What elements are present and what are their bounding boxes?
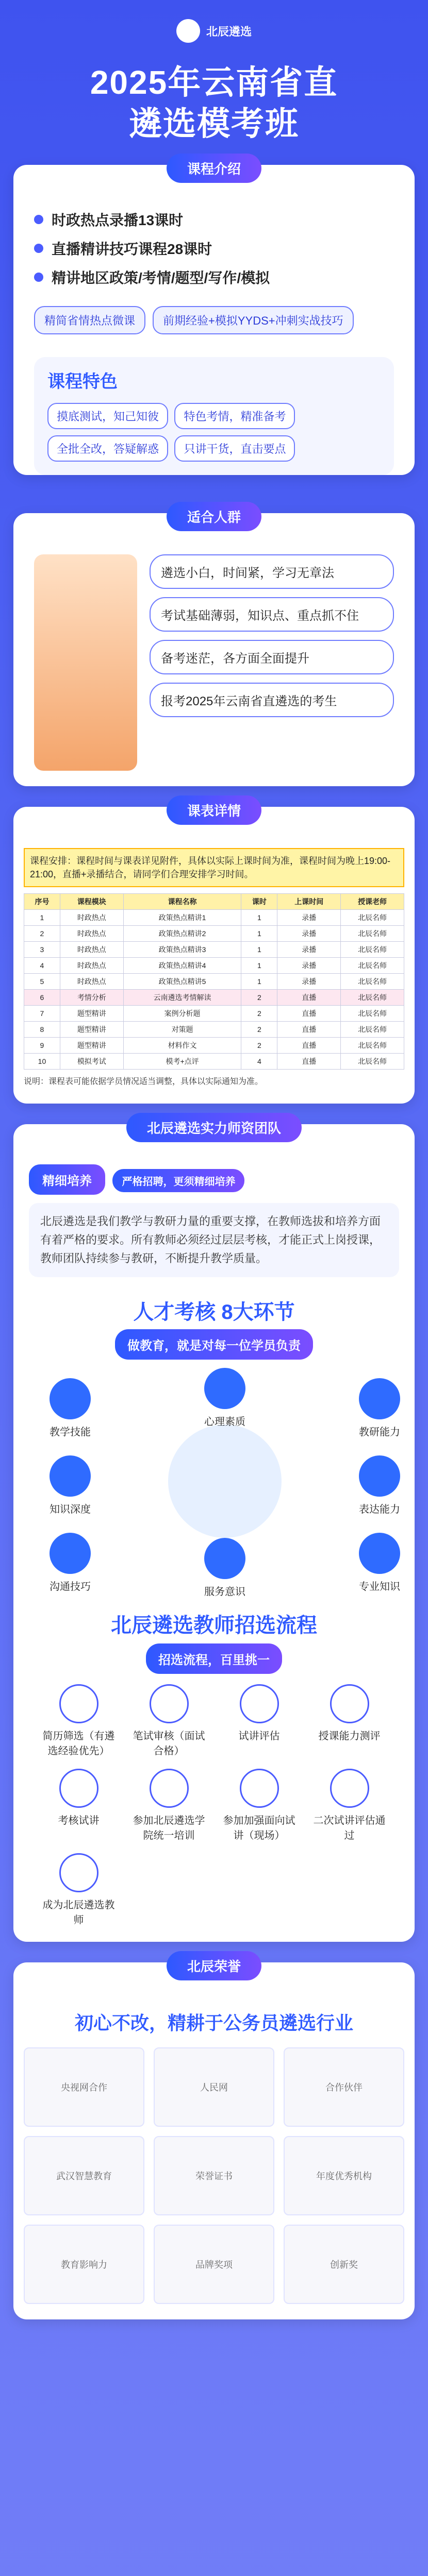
table-cell: 2 — [241, 1006, 277, 1022]
intro-pill: 课程介绍 — [167, 154, 261, 183]
table-row — [24, 990, 404, 1006]
table-cell: 6 — [24, 990, 60, 1006]
table-cell: 时政热点 — [60, 958, 123, 974]
teacher-illustration — [34, 554, 137, 771]
table-cell: 直播 — [277, 990, 341, 1006]
table-cell: 模考+点评 — [123, 1054, 241, 1070]
table-cell: 1 — [241, 958, 277, 974]
course-pill: 课表详情 — [167, 795, 261, 825]
teaching-icon — [50, 1378, 91, 1419]
table-cell: 材料作文 — [123, 1038, 241, 1054]
standard-item: 专业知识 — [349, 1533, 410, 1593]
table-cell: 时政热点 — [60, 910, 123, 926]
course-card — [13, 803, 415, 1104]
flow-step: 简历筛选（有遴选经验优先） — [39, 1684, 118, 1757]
table-header-row — [24, 894, 404, 910]
bullet-dot-icon — [34, 215, 43, 224]
table-cell: 2 — [241, 1038, 277, 1054]
teach-icon — [330, 1684, 369, 1723]
table-cell: 题型精讲 — [60, 1006, 123, 1022]
table-cell: 政策热点精讲5 — [123, 974, 241, 990]
honors-card — [13, 1959, 415, 2319]
table-header: 课程模块 — [60, 894, 123, 910]
logo-icon — [176, 19, 200, 43]
intro-chip: 前期经验+模拟YYDS+冲刺实战技巧 — [153, 306, 354, 334]
table-cell: 北辰名师 — [341, 1054, 404, 1070]
teachers-text: 北辰遴选是我们教学与教研力量的重要支撑，在教师选拔和培养方面有着严格的要求。所有教师必须经过层层考核，才能正式上岗授课，教师团队持续参与教研，不断提升教学质量。 — [29, 1203, 399, 1277]
evaluate-icon — [240, 1684, 279, 1723]
table-cell: 北辰名师 — [341, 1022, 404, 1038]
table-row — [24, 1054, 404, 1070]
teacher-badge-icon — [59, 1853, 98, 1892]
intro-chip: 精简省情热点微课 — [34, 306, 145, 334]
table-header: 序号 — [24, 894, 60, 910]
table-cell: 政策热点精讲1 — [123, 910, 241, 926]
table-row — [24, 942, 404, 958]
honors-pill: 北辰荣誉 — [167, 1951, 261, 1980]
feature-item: 只讲干货，直击要点 — [174, 435, 295, 462]
resume-icon — [59, 1684, 98, 1723]
honor-item: 合作伙伴 — [284, 2047, 404, 2127]
flow-step: 考核试讲 — [39, 1769, 118, 1842]
honor-item: 品牌奖项 — [154, 2225, 274, 2304]
table-cell: 北辰名师 — [341, 990, 404, 1006]
teachers-card — [13, 1121, 415, 1942]
course-body — [13, 807, 415, 1104]
audience-item: 报考2025年云南省直遴选的考生 — [150, 683, 394, 717]
standard-item: 心理素质 — [194, 1368, 256, 1428]
table-cell: 北辰名师 — [341, 942, 404, 958]
standard-item: 教研能力 — [349, 1378, 410, 1438]
feature-title: 课程特色 — [47, 372, 118, 392]
graduation-icon — [359, 1533, 400, 1574]
table-cell: 5 — [24, 974, 60, 990]
intro-bullet: 精讲地区政策/考情/题型/写作/模拟 — [34, 267, 394, 287]
table-cell: 题型精讲 — [60, 1038, 123, 1054]
table-cell: 录播 — [277, 958, 341, 974]
table-cell: 1 — [241, 926, 277, 942]
bullet-dot-icon — [34, 244, 43, 253]
table-cell: 10 — [24, 1054, 60, 1070]
table-cell: 案例分析题 — [123, 1006, 241, 1022]
table-cell: 2 — [241, 1022, 277, 1038]
table-cell: 4 — [241, 1054, 277, 1070]
honor-item: 央视网合作 — [24, 2047, 144, 2127]
feature-item: 摸底测试，知己知彼 — [47, 403, 168, 429]
intro-bullet: 直播精讲技巧课程28课时 — [34, 238, 394, 259]
table-cell: 北辰名师 — [341, 974, 404, 990]
audience-item: 备考迷茫，各方面全面提升 — [150, 640, 394, 674]
table-cell: 云南遴选考情解读 — [123, 990, 241, 1006]
flow-badge-wrap — [29, 1643, 399, 1674]
book-icon — [50, 1455, 91, 1497]
table-cell: 8 — [24, 1022, 60, 1038]
service-icon — [204, 1538, 245, 1579]
table-cell: 1 — [241, 942, 277, 958]
mind-icon — [204, 1368, 245, 1409]
approve-icon — [330, 1769, 369, 1808]
feature-item: 全批全改，答疑解惑 — [47, 435, 168, 462]
exam-icon — [150, 1684, 189, 1723]
table-cell: 1 — [241, 910, 277, 926]
flow-title: 北辰遴选教师招选流程 — [111, 1614, 317, 1637]
table-cell: 直播 — [277, 1006, 341, 1022]
table-cell: 模拟考试 — [60, 1054, 123, 1070]
standard-item: 沟通技巧 — [39, 1533, 101, 1593]
table-cell: 政策热点精讲3 — [123, 942, 241, 958]
table-cell: 时政热点 — [60, 974, 123, 990]
honor-item: 创新奖 — [284, 2225, 404, 2304]
table-cell: 政策热点精讲2 — [123, 926, 241, 942]
honors-title: 初心不改，精耕于公务员遴选行业 — [74, 2012, 353, 2033]
table-cell: 直播 — [277, 1022, 341, 1038]
table-cell: 北辰名师 — [341, 910, 404, 926]
standard-item: 表达能力 — [349, 1455, 410, 1516]
table-cell: 9 — [24, 1038, 60, 1054]
speech-icon — [359, 1455, 400, 1497]
table-row — [24, 1022, 404, 1038]
teachers-subtitle-2: 严格招聘，更须精细培养 — [112, 1169, 244, 1192]
table-cell: 1 — [241, 974, 277, 990]
flow-step: 成为北辰遴选教师 — [39, 1853, 118, 1926]
course-notes — [24, 1076, 404, 1088]
course-table — [24, 893, 404, 1070]
hero-title-line1: 2025年云南省直 — [90, 64, 338, 101]
honors-body — [13, 1962, 415, 2319]
table-cell: 4 — [24, 958, 60, 974]
intro-bullets — [13, 165, 415, 306]
flow-step: 参加加强面向试讲（现场） — [220, 1769, 299, 1842]
table-cell: 录播 — [277, 926, 341, 942]
honor-item: 人民网 — [154, 2047, 274, 2127]
table-header: 课时 — [241, 894, 277, 910]
training-icon — [150, 1769, 189, 1808]
table-cell: 北辰名师 — [341, 926, 404, 942]
top-bar — [0, 0, 428, 62]
mascot-illustration — [168, 1425, 282, 1538]
table-row — [24, 926, 404, 942]
flow-step: 笔试审核（面试合格） — [129, 1684, 208, 1757]
chat-icon — [50, 1533, 91, 1574]
flow-step: 参加北辰遴选学院统一培训 — [129, 1769, 208, 1842]
bullet-dot-icon — [34, 273, 43, 282]
table-header: 上课时间 — [277, 894, 341, 910]
table-row — [24, 974, 404, 990]
table-cell: 考情分析 — [60, 990, 123, 1006]
table-row — [24, 958, 404, 974]
teachers-subtitle: 精细培养 — [29, 1164, 105, 1195]
audience-body — [13, 513, 415, 786]
audience-list — [150, 554, 394, 771]
table-cell: 题型精讲 — [60, 1022, 123, 1038]
flow-step: 二次试讲评估通过 — [310, 1769, 389, 1842]
teachers-pill: 北辰遴选实力师资团队 — [126, 1113, 302, 1142]
table-cell: 时政热点 — [60, 942, 123, 958]
table-cell: 北辰名师 — [341, 1038, 404, 1054]
table-cell: 北辰名师 — [341, 958, 404, 974]
standards-title: 人才考核 8大环节 — [133, 1301, 295, 1324]
honor-item: 教育影响力 — [24, 2225, 144, 2304]
table-header: 授课老师 — [341, 894, 404, 910]
table-cell: 2 — [24, 926, 60, 942]
audience-pill: 适合人群 — [167, 502, 261, 531]
honors-grid — [24, 2047, 404, 2304]
flow-step: 试讲评估 — [220, 1684, 299, 1757]
standard-item: 教学技能 — [39, 1378, 101, 1438]
standards-badge: 做教育，就是对每一位学员负责 — [115, 1329, 313, 1360]
standards-subtitle-wrap — [29, 1329, 399, 1360]
table-cell: 直播 — [277, 1038, 341, 1054]
table-cell: 直播 — [277, 1054, 341, 1070]
honor-item: 年度优秀机构 — [284, 2136, 404, 2215]
audience-card — [13, 510, 415, 786]
flow-badge: 招选流程，百里挑一 — [146, 1643, 282, 1674]
feature-box — [34, 357, 394, 475]
intro-bullet: 时政热点录播13课时 — [34, 209, 394, 230]
table-header: 课程名称 — [123, 894, 241, 910]
table-cell: 录播 — [277, 974, 341, 990]
honor-item: 武汉智慧教育 — [24, 2136, 144, 2215]
table-cell: 录播 — [277, 942, 341, 958]
table-cell: 3 — [24, 942, 60, 958]
flow-steps — [29, 1684, 399, 1926]
audience-item: 遴选小白，时间紧，学习无章法 — [150, 554, 394, 589]
feature-item: 特色考情，精准备考 — [174, 403, 295, 429]
table-cell: 时政热点 — [60, 926, 123, 942]
lecture-icon — [59, 1769, 98, 1808]
table-cell: 2 — [241, 990, 277, 1006]
brand-label: 北辰遴选 — [206, 25, 252, 38]
honor-item: 荣誉证书 — [154, 2136, 274, 2215]
audience-item: 考试基础薄弱，知识点、重点抓不住 — [150, 597, 394, 632]
table-cell: 录播 — [277, 910, 341, 926]
table-row — [24, 1006, 404, 1022]
course-note: 说明：课程表可能依据学员情况适当调整，具体以实际通知为准。 — [24, 1077, 264, 1086]
table-cell: 北辰名师 — [341, 1006, 404, 1022]
flow-step: 授课能力测评 — [310, 1684, 389, 1757]
table-row — [24, 910, 404, 926]
research-icon — [359, 1378, 400, 1419]
intro-card — [13, 161, 415, 475]
standard-item: 服务意识 — [194, 1538, 256, 1598]
standards-wheel — [29, 1368, 421, 1598]
table-cell: 1 — [24, 910, 60, 926]
table-cell: 政策热点精讲4 — [123, 958, 241, 974]
table-cell: 7 — [24, 1006, 60, 1022]
hero-title-line2: 遴选模考班 — [129, 105, 299, 142]
table-row — [24, 1038, 404, 1054]
intro-chips — [13, 306, 415, 345]
standard-item: 知识深度 — [39, 1455, 101, 1516]
onsite-icon — [240, 1769, 279, 1808]
table-cell: 对策题 — [123, 1022, 241, 1038]
course-header-note: 课程安排：课程时间与课表详见附件，具体以实际上课时间为准，课程时间为晚上19:00-21:00，直播+录播结合，请同学们合理安排学习时间。 — [24, 848, 404, 887]
brand — [176, 19, 252, 43]
teachers-body — [13, 1124, 415, 1942]
